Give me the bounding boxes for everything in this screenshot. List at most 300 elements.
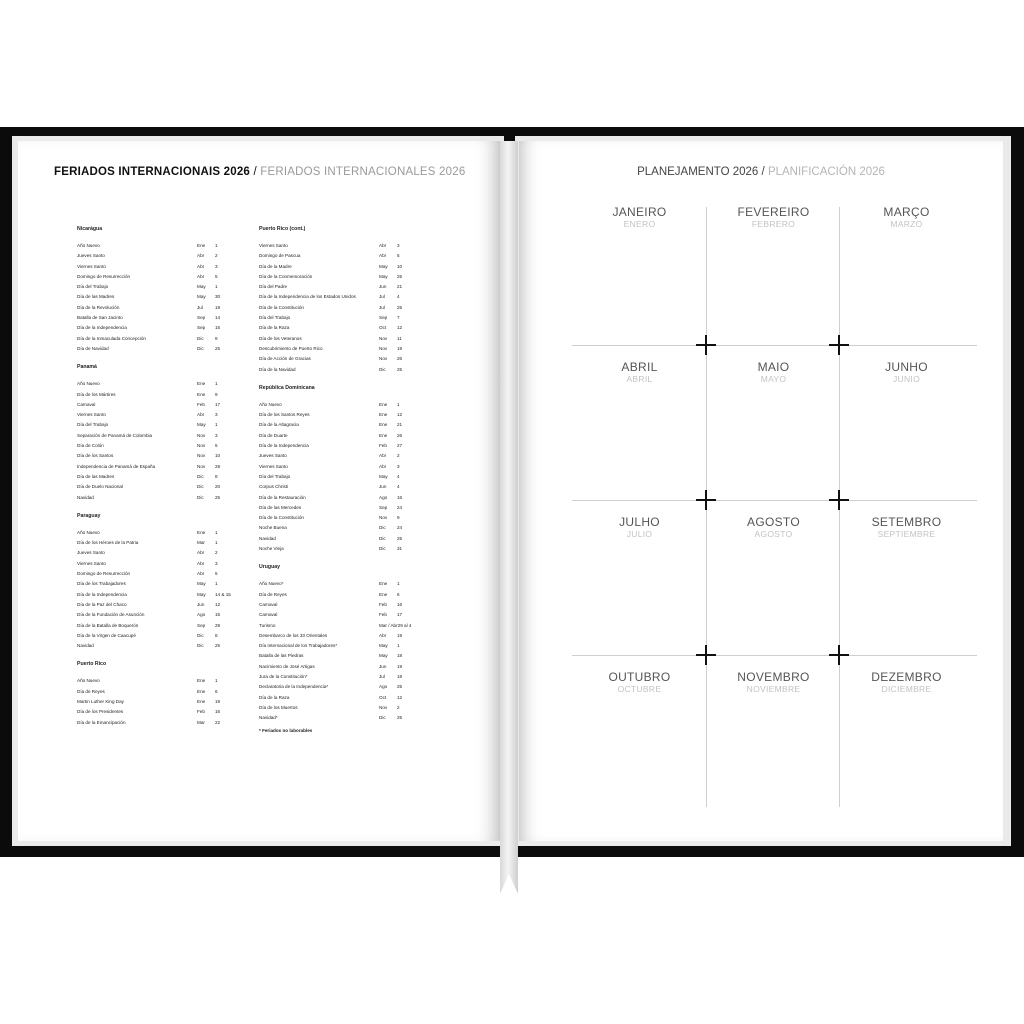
holiday-month: Dic	[379, 546, 386, 552]
holiday-month: Sep	[379, 504, 388, 510]
holiday-day: 6	[215, 688, 218, 694]
holiday-name: Domingo de Resurrección	[77, 273, 131, 279]
holiday-row	[77, 282, 252, 292]
month-name-pt: DEZEMBRO	[871, 670, 942, 684]
holiday-month: Nov	[379, 345, 388, 351]
holiday-day: 9	[397, 515, 400, 521]
holiday-day: 4	[397, 473, 400, 479]
holiday-name: Día de la Conmemoración	[259, 273, 313, 279]
holiday-name: Día de la Constitución	[259, 515, 304, 521]
holiday-month: Dic	[379, 535, 386, 541]
holiday-day: 1	[397, 581, 400, 587]
holiday-month: Jun	[197, 601, 205, 607]
holiday-row	[77, 631, 252, 641]
holiday-day: 25	[215, 345, 221, 351]
bookmark-ribbon	[500, 141, 518, 893]
grid-divider	[572, 345, 977, 346]
holiday-name: Año Nuevo	[259, 401, 282, 407]
footnote: * Feriados no laborables	[259, 728, 313, 734]
holiday-month: Abr	[197, 253, 205, 259]
holiday-day: 3	[215, 412, 218, 418]
holiday-row	[259, 241, 434, 251]
holiday-day: 25	[397, 366, 403, 372]
holiday-row	[77, 610, 252, 620]
holiday-month: May	[197, 581, 206, 587]
holiday-name: Día de la Inmaculada Concepción	[77, 335, 146, 341]
holiday-row	[77, 262, 252, 272]
holiday-day: 10	[397, 263, 403, 269]
holiday-day: 25	[397, 715, 403, 721]
holiday-month: Nov	[379, 356, 388, 362]
month-name-pt: JANEIRO	[612, 205, 667, 219]
holiday-row	[77, 600, 252, 610]
holiday-name: Jura de la Constitución*	[259, 673, 308, 679]
holiday-name: Día del Padre	[259, 284, 288, 290]
month-cell	[572, 515, 707, 539]
holiday-name: Día de Duarte	[259, 432, 288, 438]
holiday-row	[259, 523, 434, 533]
holiday-row	[259, 672, 434, 682]
holiday-name: Día de la Emancipación	[77, 719, 126, 725]
holiday-day: 3	[215, 432, 218, 438]
holiday-day: 3	[215, 263, 218, 269]
holiday-name: Navidad	[77, 643, 94, 649]
month-cell	[839, 670, 974, 694]
holiday-row	[259, 334, 434, 344]
holiday-month: Abr	[379, 463, 387, 469]
holiday-row	[259, 482, 434, 492]
holiday-month: May	[379, 643, 388, 649]
holiday-month: Abr	[197, 571, 205, 577]
holiday-name: Día de los Muertos	[259, 704, 298, 710]
holiday-column-left	[77, 224, 252, 728]
holiday-row	[77, 621, 252, 631]
holiday-month: Sep	[197, 315, 206, 321]
planning-grid	[572, 197, 977, 817]
holiday-row	[259, 579, 434, 589]
holiday-row	[77, 334, 252, 344]
holiday-month: Abr	[197, 263, 205, 269]
holiday-month: Nov	[197, 432, 206, 438]
holiday-month: Jul	[197, 304, 203, 310]
holiday-row	[259, 282, 434, 292]
holiday-row	[77, 241, 252, 251]
holiday-name: Nacimiento de José Artigas	[259, 663, 315, 669]
holiday-name: Año Nuevo	[77, 529, 100, 535]
holiday-name: Corpus Christi	[259, 484, 289, 490]
holiday-name: Viernes Santo	[77, 263, 106, 269]
holiday-month: Ene	[379, 432, 388, 438]
holiday-row	[259, 472, 434, 482]
holiday-month: Dic	[197, 484, 204, 490]
holiday-row	[77, 292, 252, 302]
grid-divider	[572, 655, 977, 656]
holiday-name: Día de los Santos	[77, 453, 114, 459]
holiday-name: Declaratoria de la Independencia*	[259, 684, 329, 690]
holiday-month: May	[197, 284, 206, 290]
holiday-month: May	[197, 591, 206, 597]
holiday-month: Ene	[379, 401, 388, 407]
month-name-es: JUNIO	[893, 374, 920, 384]
holiday-day: 5	[397, 253, 400, 259]
holiday-row	[77, 559, 252, 569]
holiday-row	[259, 431, 434, 441]
holiday-name: Noche Buena	[259, 525, 287, 531]
holiday-name: Carnaval	[259, 612, 278, 618]
holiday-month: Dic	[379, 715, 386, 721]
holiday-month: Sep	[379, 315, 388, 321]
holiday-day: 1	[397, 401, 400, 407]
holiday-name: Separación de Panamá de Colombia	[77, 432, 153, 438]
holiday-row	[77, 323, 252, 333]
holiday-day: 31	[397, 546, 403, 552]
holiday-name: Día de Reyes	[259, 591, 287, 597]
holiday-day: 18	[397, 673, 403, 679]
country-heading: Nicarágua	[77, 226, 103, 232]
holiday-row	[77, 528, 252, 538]
holiday-name: Jueves Santo	[77, 253, 105, 259]
holiday-month: Ene	[197, 529, 206, 535]
holiday-month: Ago	[379, 494, 388, 500]
country-heading: Puerto Rico (cont.)	[259, 226, 306, 232]
holiday-name: Día de la Madre	[259, 263, 292, 269]
month-name-es: JULIO	[626, 529, 653, 539]
month-name-es: ENERO	[623, 219, 656, 229]
holiday-row	[259, 410, 434, 420]
holiday-name: Viernes Santo	[77, 560, 106, 566]
holiday-day: 28	[215, 463, 221, 469]
holiday-name: Viernes Santo	[259, 243, 288, 248]
month-name-es: MAYO	[760, 374, 787, 384]
holiday-row	[259, 365, 434, 375]
holiday-day: 1	[397, 643, 400, 649]
holidays-title	[54, 166, 465, 178]
month-cell	[572, 205, 707, 229]
holiday-name: Año Nuevo*	[259, 581, 284, 587]
holiday-month: Mar / Abr	[379, 622, 398, 628]
holiday-month: Oct	[379, 325, 387, 331]
holiday-row	[259, 703, 434, 713]
holiday-month: Nov	[379, 335, 388, 341]
holiday-row	[77, 697, 252, 707]
holiday-day: 6	[397, 591, 400, 597]
holiday-row	[259, 544, 434, 554]
holiday-name: Día de la Raza	[259, 325, 290, 331]
holiday-month: Nov	[197, 453, 206, 459]
holiday-day: 24	[397, 525, 403, 531]
holiday-name: Día de la Fundación de Asunción	[77, 612, 145, 618]
month-name-es: ABRIL	[626, 374, 653, 384]
holiday-row	[77, 676, 252, 686]
holiday-day: 5	[215, 571, 218, 577]
country-heading: Puerto Rico	[77, 661, 107, 668]
holiday-day: 1	[215, 422, 218, 428]
holiday-month: May	[379, 653, 388, 659]
holiday-day: 4	[397, 484, 400, 490]
holiday-row	[77, 344, 252, 354]
holiday-month: May	[197, 422, 206, 428]
month-name-pt: MARÇO	[883, 205, 930, 219]
holiday-name: Día de los Mártires	[77, 391, 116, 397]
month-cell	[706, 515, 841, 539]
holiday-month: Abr	[379, 253, 387, 259]
holiday-row	[259, 651, 434, 661]
holiday-row	[77, 538, 252, 548]
month-name-pt: SETEMBRO	[871, 515, 942, 529]
holiday-day: 27	[397, 443, 403, 449]
holiday-row	[77, 390, 252, 400]
holiday-row	[259, 462, 434, 472]
country-heading: Paraguay	[77, 512, 101, 519]
holiday-row	[77, 579, 252, 589]
holiday-name: Día de Duelo Nacional	[77, 484, 123, 490]
holiday-month: Dic	[197, 345, 204, 351]
holiday-month: Ene	[197, 381, 206, 387]
holiday-day: 2	[397, 704, 400, 710]
holiday-day: 16	[397, 601, 403, 607]
holiday-day: 8	[215, 335, 218, 341]
holiday-name: Día de la Restauración	[259, 494, 306, 500]
holiday-day: 14	[215, 315, 221, 321]
holiday-row	[77, 431, 252, 441]
holiday-name: Día Internacional de los Trabajadores*	[259, 643, 338, 649]
holiday-name: Día del Trabajo	[259, 315, 291, 321]
holiday-day: 1	[215, 243, 218, 248]
holiday-month: May	[197, 294, 206, 300]
title-separator: /	[253, 166, 257, 178]
country-heading: Uruguay	[259, 564, 281, 571]
holiday-month: Feb	[379, 612, 387, 618]
holiday-day: 17	[215, 401, 221, 407]
holiday-day: 3	[397, 243, 400, 248]
holiday-row	[77, 400, 252, 410]
holiday-day: 9	[215, 391, 218, 397]
holiday-day: 19	[215, 304, 221, 310]
holiday-month: Ene	[197, 391, 206, 397]
holiday-name: Año Nuevo	[77, 381, 100, 387]
plus-icon	[829, 645, 849, 665]
month-name-pt: JULHO	[619, 515, 660, 529]
holiday-month: Abr	[379, 632, 387, 638]
holiday-name: Jueves Santo	[77, 550, 105, 556]
month-name-pt: FEVEREIRO	[737, 205, 810, 219]
holiday-row	[259, 693, 434, 703]
holiday-month: Dic	[197, 335, 204, 341]
holiday-row	[259, 513, 434, 523]
holiday-name: Día de la Batalla de Boquerón	[77, 622, 139, 628]
month-cell	[706, 205, 841, 229]
holiday-day: 25	[215, 494, 221, 500]
holiday-row	[259, 451, 434, 461]
holiday-name: Día de las Madres	[77, 294, 115, 300]
holiday-day: 26	[397, 356, 403, 362]
holiday-month: Nov	[197, 443, 206, 449]
month-name-pt: MAIO	[757, 360, 790, 374]
holiday-name: Día de los Veteranos	[259, 335, 302, 341]
month-cell	[839, 205, 974, 229]
holiday-month: Abr	[379, 453, 387, 459]
holiday-row	[259, 323, 434, 333]
holiday-name: Día de la Constitución	[259, 304, 304, 310]
holiday-day: 14 & 15	[215, 591, 231, 597]
month-cell	[572, 670, 707, 694]
holiday-row	[259, 590, 434, 600]
holiday-day: 30	[215, 294, 221, 300]
holiday-name: Día de la Paz del Chaco	[77, 601, 127, 607]
holiday-day: 16	[215, 709, 221, 715]
holiday-month: Abr	[197, 560, 205, 566]
holiday-month: Feb	[197, 709, 205, 715]
holiday-row	[259, 534, 434, 544]
holiday-name: Independencia de Panamá de España	[77, 463, 156, 469]
holiday-month: Oct	[379, 694, 387, 700]
holiday-name: Día de los Héroes de la Patria	[77, 540, 139, 546]
holiday-name: Viernes Santo	[77, 412, 106, 418]
holiday-name: Día del Trabajo	[259, 473, 291, 479]
holiday-row	[77, 641, 252, 651]
holiday-day: 7	[397, 315, 400, 321]
month-cell	[839, 360, 974, 384]
holiday-month: Dic	[197, 494, 204, 500]
holiday-name: Día de Navidad	[77, 345, 109, 351]
holiday-name: Día del Trabajo	[77, 422, 109, 428]
holiday-month: Mar	[197, 540, 205, 546]
holiday-day: 25	[397, 535, 403, 541]
month-name-pt: ABRIL	[621, 360, 658, 374]
holidays-title-pt: FERIADOS INTERNACIONAIS 2026	[54, 166, 251, 178]
holiday-day: 20	[215, 484, 221, 490]
holiday-row	[259, 354, 434, 364]
holiday-name: Día de la Revolución	[77, 304, 120, 310]
holiday-day: 5	[215, 273, 218, 279]
holiday-row	[259, 344, 434, 354]
month-cell	[572, 360, 707, 384]
holiday-name: Día de la Independencia	[259, 443, 309, 449]
grid-divider	[572, 500, 977, 501]
holiday-row	[259, 493, 434, 503]
holiday-row	[77, 313, 252, 323]
holiday-name: Día de las Mercedes	[259, 504, 302, 510]
holiday-day: 11	[397, 335, 402, 341]
holiday-day: 15	[215, 325, 221, 331]
planning-title	[519, 166, 1003, 178]
holiday-month: Nov	[197, 463, 206, 469]
holiday-column-right	[259, 224, 434, 737]
holiday-row	[259, 313, 434, 323]
holiday-day: 25	[397, 273, 403, 279]
holiday-row	[259, 641, 434, 651]
holiday-day: 16	[397, 494, 403, 500]
holiday-name: Batalla de las Piedras	[259, 653, 304, 659]
country-heading: República Dominicana	[259, 384, 315, 391]
holiday-day: 12	[215, 601, 221, 607]
holiday-name: Día de Acción de Gracias	[259, 356, 311, 362]
holiday-month: Feb	[379, 601, 387, 607]
holiday-day: 1	[215, 529, 218, 535]
holiday-row	[259, 262, 434, 272]
holiday-name: Día de la Independencia de los Estados Unidos	[259, 294, 356, 300]
holiday-day: 29 al 4	[397, 622, 412, 628]
holiday-row	[77, 303, 252, 313]
holiday-day: 2	[215, 253, 218, 259]
holiday-name: Día de las Madres	[77, 473, 115, 479]
holiday-month: Jul	[379, 673, 385, 679]
holiday-name: Turismo	[259, 622, 276, 628]
month-name-es: SEPTIEMBRE	[877, 529, 936, 539]
holiday-month: Ene	[379, 581, 388, 587]
holiday-row	[77, 472, 252, 482]
month-cell	[839, 515, 974, 539]
holiday-row	[259, 682, 434, 692]
holiday-row	[77, 569, 252, 579]
plus-icon	[696, 335, 716, 355]
holiday-day: 2	[215, 550, 218, 556]
holiday-month: Ene	[379, 591, 388, 597]
holiday-name: Batalla de San Jacinto	[77, 315, 123, 321]
holiday-row	[77, 441, 252, 451]
holiday-day: 24	[397, 504, 403, 510]
holiday-row	[259, 251, 434, 261]
holiday-month: Ago	[379, 684, 388, 690]
holiday-row	[259, 272, 434, 282]
holiday-day: 12	[397, 694, 403, 700]
holiday-day: 1	[215, 581, 218, 587]
holiday-month: Ene	[379, 422, 388, 428]
holiday-row	[77, 707, 252, 717]
holiday-month: Dic	[197, 473, 204, 479]
holiday-day: 3	[397, 463, 400, 469]
holiday-month: May	[379, 263, 388, 269]
holiday-month: Jun	[379, 663, 387, 669]
holiday-row	[259, 503, 434, 513]
holiday-row	[259, 662, 434, 672]
holiday-row	[77, 410, 252, 420]
holiday-row	[259, 621, 434, 631]
holiday-row	[77, 451, 252, 461]
holiday-row	[77, 590, 252, 600]
holiday-row	[259, 713, 434, 723]
holiday-month: Feb	[379, 443, 387, 449]
holiday-day: 1	[215, 284, 218, 290]
holiday-day: 1	[215, 540, 218, 546]
holiday-name: Día de Reyes	[77, 688, 105, 694]
holiday-month: Ene	[197, 243, 206, 248]
plus-icon	[829, 335, 849, 355]
holiday-day: 26	[397, 432, 403, 438]
holiday-month: Dic	[379, 366, 386, 372]
holiday-day: 10	[215, 453, 221, 459]
holiday-name: Domingo de Pascua	[259, 253, 301, 259]
holiday-month: Sep	[197, 622, 206, 628]
holiday-month: Abr	[197, 412, 205, 418]
holiday-row	[259, 631, 434, 641]
holiday-name: Martin Luther King Day	[77, 698, 124, 704]
holiday-month: Mar	[197, 719, 205, 725]
holiday-month: Abr	[197, 550, 205, 556]
holiday-row	[259, 610, 434, 620]
holiday-name: Día de la Altagracia	[259, 422, 299, 428]
holiday-row	[77, 548, 252, 558]
holiday-name: Día de los Santos Reyes	[259, 412, 310, 418]
holiday-name: Año Nuevo	[77, 678, 100, 684]
holiday-row	[259, 303, 434, 313]
month-name-es: FEBRERO	[751, 219, 796, 229]
holiday-day: 15	[215, 612, 221, 618]
holiday-day: 1	[215, 381, 218, 387]
holiday-month: Jul	[379, 294, 385, 300]
holiday-row	[259, 441, 434, 451]
title-separator: /	[761, 166, 765, 178]
